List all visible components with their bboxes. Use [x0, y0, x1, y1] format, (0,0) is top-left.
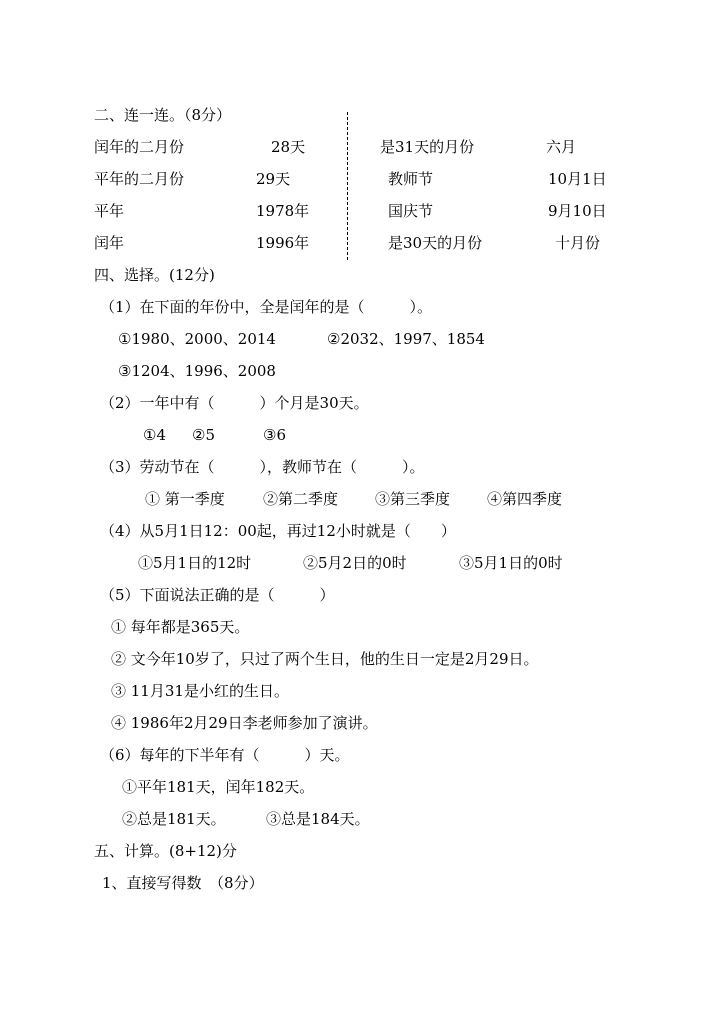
- q6-option-1: ①平年181天，闰年182天。: [122, 778, 315, 796]
- question-4: （4）从5月1日12：00起，再过12小时就是（ ）: [100, 522, 456, 540]
- match-left-target-1: 28天: [271, 138, 306, 156]
- q3-option-3: ③第三季度: [375, 490, 451, 508]
- q1-option-1: ①1980、2000、2014: [118, 330, 276, 348]
- match-right-item-1: 是31天的月份: [380, 138, 475, 156]
- match-left-target-2: 29天: [256, 170, 291, 188]
- question-1: （1）在下面的年份中，全是闰年的是（ ）。: [100, 298, 433, 316]
- match-right-item-2: 教师节: [388, 170, 434, 188]
- match-right-target-2: 10月1日: [548, 170, 607, 188]
- question-3: （3）劳动节在（ ），教师节在（ ）。: [100, 458, 425, 476]
- q1-option-3: ③1204、1996、2008: [118, 362, 276, 380]
- section2-title: 二、连一连。（8分）: [94, 106, 232, 124]
- section5-title: 五、计算。(8+12)分: [94, 842, 237, 860]
- match-left-target-4: 1996年: [256, 234, 310, 252]
- q6-option-3: ③总是184天。: [266, 810, 370, 828]
- match-left-item-2: 平年的二月份: [94, 170, 185, 188]
- question-5: （5）下面说法正确的是（ ）: [100, 586, 335, 604]
- match-left-target-3: 1978年: [256, 202, 310, 220]
- section5-sub1: 1、直接写得数 （8分）: [102, 874, 264, 892]
- q1-option-2: ②2032、1997、1854: [327, 330, 485, 348]
- match-right-target-1: 六月: [546, 138, 577, 156]
- match-right-target-4: 十月份: [555, 234, 601, 252]
- question-6: （6）每年的下半年有（ ）天。: [100, 746, 350, 764]
- q5-option-4: ④ 1986年2月29日李老师参加了演讲。: [111, 714, 378, 732]
- section4-title: 四、选择。(12分): [94, 266, 215, 284]
- dashed-divider: [347, 112, 348, 260]
- q3-option-2: ②第二季度: [263, 490, 339, 508]
- question-2: （2）一年中有（ ）个月是30天。: [100, 394, 369, 412]
- q3-option-1: ① 第一季度: [145, 490, 225, 508]
- match-right-target-3: 9月10日: [548, 202, 607, 220]
- q6-option-2: ②总是181天。: [122, 810, 226, 828]
- q4-option-3: ③5月1日的0时: [459, 554, 563, 572]
- q3-option-4: ④第四季度: [487, 490, 563, 508]
- match-right-item-3: 国庆节: [388, 202, 434, 220]
- q2-option-1: ①4: [143, 426, 166, 444]
- q5-option-3: ③ 11月31是小红的生日。: [111, 682, 289, 700]
- match-left-item-3: 平年: [94, 202, 125, 220]
- q2-option-2: ②5: [192, 426, 215, 444]
- q5-option-1: ① 每年都是365天。: [111, 618, 250, 636]
- match-left-item-1: 闰年的二月份: [94, 138, 185, 156]
- match-left-item-4: 闰年: [94, 234, 125, 252]
- q5-option-2: ② 文今年10岁了，只过了两个生日，他的生日一定是2月29日。: [111, 650, 539, 668]
- match-right-item-4: 是30天的月份: [388, 234, 483, 252]
- q4-option-1: ①5月1日的12时: [138, 554, 252, 572]
- q2-option-3: ③6: [263, 426, 286, 444]
- q4-option-2: ②5月2日的0时: [303, 554, 407, 572]
